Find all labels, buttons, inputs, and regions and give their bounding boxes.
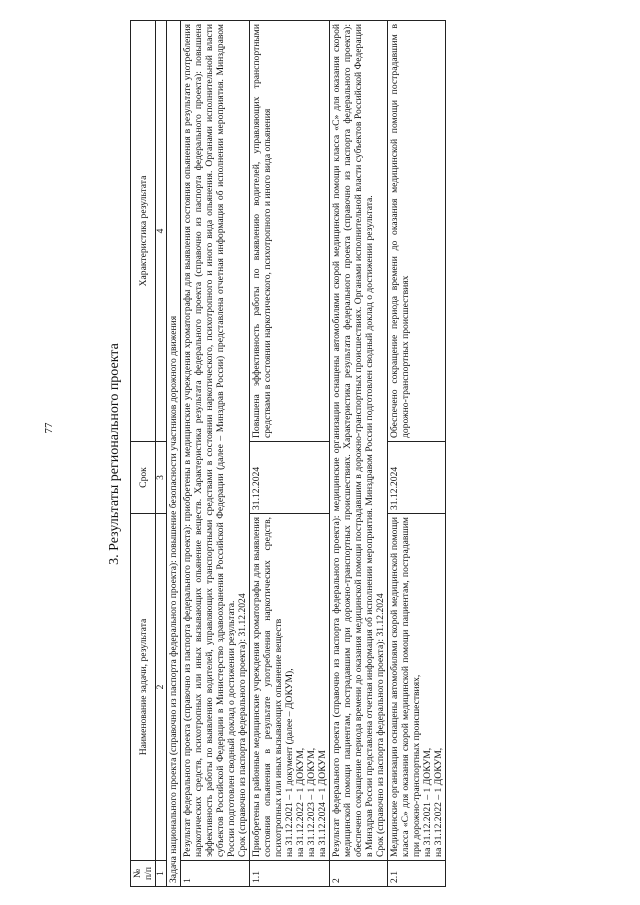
header-row	[131, 21, 156, 887]
col-number: 1	[156, 861, 167, 887]
result-text: Результат федерального проекта (справочно из паспорта федерального проекта): медицинские организации оснащены автомобилями скорой медицинской помощи класса «С» для оказания скорой медицинской помощи пациентам, пострадавшим при дорожно-транспортных происшествиях. Характеристика результата федерального проекта (справочно из паспорта федерального проекта): обеспечено сокращение периода времени до оказания медицинской помощи пострадавшим в дорожно-транспортных происшествиях. Органами исполнительной власти субъектов Российской Федерации в Минздрав России представлена отчетная информация об исполнении мероприятия. Минздравом России подготовлен сводный доклад о достижении результата.	[331, 24, 375, 857]
result-value-line: на 31.12.2022 – 1 ДОКУМ,	[295, 747, 306, 857]
row-number: 2	[330, 861, 388, 887]
table-row	[388, 21, 446, 887]
row-number: 1.1	[250, 861, 330, 887]
result-deadline: Срок (справочно из паспорта федерального проекта): 31.12.2024	[375, 593, 386, 857]
result-name-text: Приобретены в районные медицинские учреждения хроматографы для выявления состояния опьянения в результате употребления наркотических средств, психотропных или иных вызывающих опьянение веществ	[251, 517, 284, 857]
result-value-line: на 31.12.2023 – 1 ДОКУМ,	[306, 747, 317, 857]
result-cell	[181, 21, 250, 861]
row-number: 1	[181, 861, 250, 887]
result-characteristic: Повышена эффективность работы по выявлению водителей, управляющих транспортными средствами в состоянии наркотического, психотропного и иного вида опьянения	[250, 21, 330, 442]
header-characteristic: Характеристика результата	[131, 21, 156, 442]
section-title: 3. Результаты регионального проекта	[107, 343, 122, 565]
result-value-line: на 31.12.2021 – 1 ДОКУМ,	[422, 747, 433, 857]
row-number: 2.1	[388, 861, 446, 887]
task-cell: Задача национального проекта (справочно из паспорта федерального проекта): повышение безопасности участников дорожного движения	[167, 21, 181, 887]
task-row	[167, 21, 181, 887]
result-text: Результат федерального проекта (справочно из паспорта федерального проекта): приобретены в медицинские учреждения хроматографы для выявления состояния опьянения в результате употребления наркотических средств, психотропных или иных вызывающих опьянение веществ. Характеристика результата федерального проекта (справочно из паспорта федерального проекта): повышена эффективность работы по выявлению водителей, управляющих транспортными средствами в состоянии наркотического, психотропного и иного вида опьянения. Органами исполнительной власти субъектов Российской Федерации в Министерство здравоохранения Российской Федерации (далее – Минздрав России) представлена отчетная информация об исполнении мероприятия. Минздравом России подготовлен сводный доклад о достижении результата.	[182, 24, 237, 857]
result-name	[388, 514, 446, 861]
header-term: Срок	[131, 442, 156, 514]
rotated-page	[22, 21, 622, 887]
table-row	[330, 21, 388, 887]
result-value-line: на 31.12.2021 – 1 документ (далее – ДОКУМ),	[284, 668, 295, 857]
result-value-line: на 31.12.2022 – 1 ДОКУМ,	[433, 747, 444, 857]
column-number-row	[156, 21, 167, 887]
table-row	[181, 21, 250, 887]
result-term: 31.12.2024	[388, 442, 446, 514]
result-characteristic: Обеспечено сокращение периода времени до оказания медицинской помощи пострадавшим в дорожно-транспортных происшествиях	[388, 21, 446, 442]
result-name	[250, 514, 330, 861]
result-term: 31.12.2024	[250, 442, 330, 514]
col-number: 2	[156, 514, 167, 861]
page-number: 77	[43, 422, 55, 434]
table-row	[250, 21, 330, 887]
result-value-line: на 31.12.2024 – 1 ДОКУМ	[317, 750, 328, 857]
header-num: № п/п	[131, 861, 156, 887]
result-deadline: Срок (справочно из паспорта федерального проекта): 31.12.2024	[237, 593, 248, 857]
col-number: 4	[156, 21, 167, 442]
result-name-text: Медицинские организации оснащены автомобилями скорой медицинской помощи класса «С» для оказания скорой медицинской помощи пациентам, пострадавшим при дорожно-транспортных происшествиях,	[389, 517, 422, 857]
header-name: Наименование задачи, результата	[131, 514, 156, 861]
results-table	[130, 20, 446, 887]
col-number: 3	[156, 442, 167, 514]
result-cell	[330, 21, 388, 861]
